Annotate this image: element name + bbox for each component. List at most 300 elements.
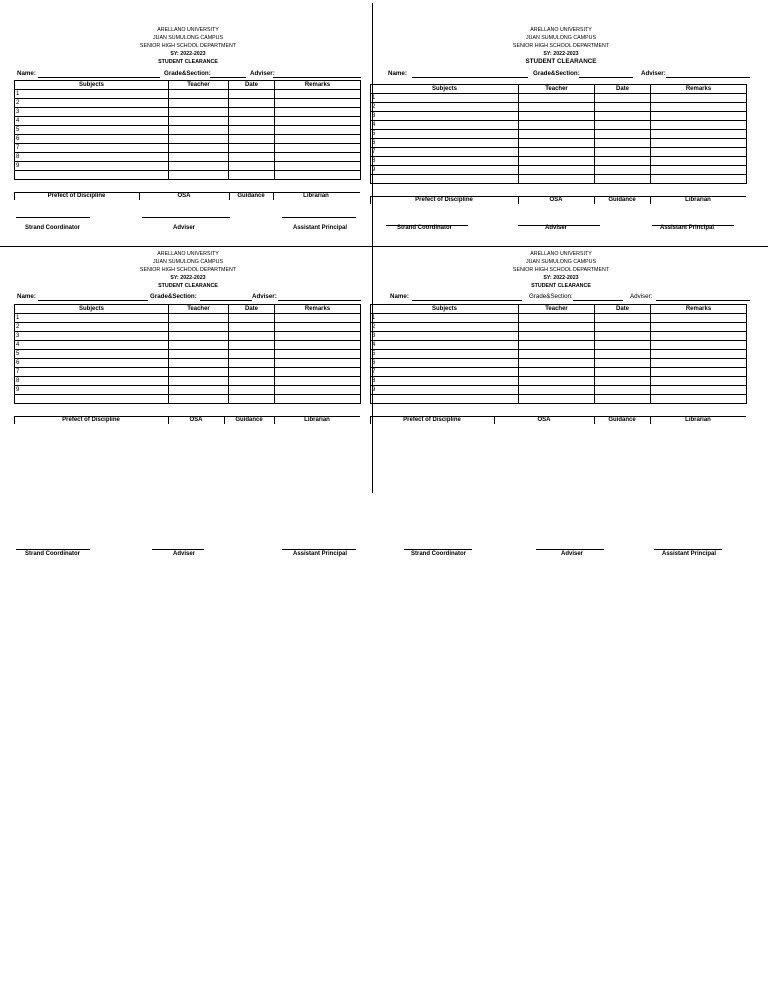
cell-teacher[interactable] [169,126,229,135]
cell-teacher[interactable] [519,341,595,350]
cell-date[interactable] [229,162,275,171]
table-row [15,135,361,144]
table-row [371,166,747,175]
university-name: ARELLANO UNIVERSITY [530,251,592,257]
form-title: STUDENT CLEARANCE [158,59,218,65]
row-number: 9 [371,166,519,175]
cell-date[interactable] [229,171,275,180]
office-osa: OSA [537,417,551,423]
cell-date[interactable] [229,153,275,162]
signature-line [654,549,722,550]
subjects-table [370,304,747,404]
cell-teacher[interactable] [169,386,229,395]
row-number: 7 [15,368,169,377]
table-row [15,126,361,135]
cell-remarks[interactable] [651,377,747,386]
cell-remarks[interactable] [275,99,361,108]
cell-teacher[interactable] [169,323,229,332]
cell-teacher[interactable] [169,350,229,359]
cell-remarks[interactable] [651,130,747,139]
signatory-adviser: Adviser [173,551,196,557]
cell-teacher[interactable] [169,359,229,368]
cell-date[interactable] [595,130,651,139]
office-prefect: Prefect of Discipline [47,193,106,199]
row-number: 4 [15,117,169,126]
row-number: 6 [371,359,519,368]
signatory-assistant-principal: Assistant Principal [660,225,715,231]
office-guidance: Guidance [237,193,265,199]
adviser-field[interactable] [666,77,750,78]
cell-teacher[interactable] [169,171,229,180]
adviser-label: Adviser: [641,70,666,77]
cell-remarks[interactable] [651,112,747,121]
col-date: Date [229,81,275,90]
row-number: 3 [15,332,169,341]
row-number: 6 [371,139,519,148]
cell-teacher[interactable] [169,135,229,144]
row-number: 9 [371,386,519,395]
row-number: 2 [371,103,519,112]
cell-teacher[interactable] [519,350,595,359]
adviser-label: Adviser: [250,70,275,77]
table-row [371,175,747,184]
row-number: 7 [371,148,519,157]
cell-teacher[interactable] [519,332,595,341]
signature-line [16,217,90,218]
table-row [15,117,361,126]
cell-teacher[interactable] [169,153,229,162]
table-row [371,157,747,166]
horizontal-divider [0,246,768,247]
school-year: SY: 2022-2023 [543,51,579,57]
signatory-strand-coordinator: Strand Coordinator [25,551,80,557]
cell-remarks[interactable] [275,90,361,99]
cell-remarks[interactable] [651,359,747,368]
table-row [15,386,361,395]
cell-teacher[interactable] [519,359,595,368]
grade-section-field[interactable] [573,300,623,301]
cell-date[interactable] [229,90,275,99]
grade-section-label: Grade&Section: [164,70,211,77]
campus-name: JUAN SUMULONG CAMPUS [152,35,224,41]
cell-date[interactable] [229,332,275,341]
name-field[interactable] [412,77,528,78]
col-teacher: Teacher [169,305,229,314]
cell-date[interactable] [229,368,275,377]
row-number: 5 [371,130,519,139]
row-number: 1 [15,314,169,323]
table-row [15,162,361,171]
cell-date[interactable] [595,314,651,323]
cell-teacher[interactable] [519,112,595,121]
name-field[interactable] [38,77,160,78]
office-osa: OSA [189,417,203,423]
cell-teacher[interactable] [519,314,595,323]
cell-remarks[interactable] [651,139,747,148]
office-librarian: Librarian [685,417,711,423]
cell-teacher[interactable] [519,94,595,103]
table-row [15,171,361,180]
row-number: 9 [15,386,169,395]
office-librarian: Librarian [304,417,330,423]
cell-date[interactable] [595,121,651,130]
cell-teacher[interactable] [519,395,595,404]
cell-teacher[interactable] [169,162,229,171]
cell-date[interactable] [595,332,651,341]
cell-date[interactable] [595,94,651,103]
cell-remarks[interactable] [651,121,747,130]
office-librarian: Librarian [303,193,329,199]
office-osa: OSA [549,197,563,203]
cell-date[interactable] [595,139,651,148]
signature-line [282,217,356,218]
cell-remarks[interactable] [275,323,361,332]
table-row [371,368,747,377]
table-row [371,350,747,359]
cell-remarks[interactable] [275,368,361,377]
cell-remarks[interactable] [651,175,747,184]
university-name: ARELLANO UNIVERSITY [157,27,219,33]
cell-teacher[interactable] [169,117,229,126]
cell-teacher[interactable] [169,99,229,108]
row-number: 6 [15,359,169,368]
cell-teacher[interactable] [519,103,595,112]
grade-section-field[interactable] [579,77,633,78]
cell-remarks[interactable] [651,314,747,323]
cell-remarks[interactable] [651,332,747,341]
cell-remarks[interactable] [275,386,361,395]
signatory-assistant-principal: Assistant Principal [293,551,348,557]
row-number: 7 [371,368,519,377]
table-header-row [371,85,747,94]
name-label: Name: [17,293,36,300]
col-date: Date [595,85,651,94]
table-row [371,94,747,103]
cell-remarks[interactable] [275,377,361,386]
cell-remarks[interactable] [275,153,361,162]
clearance-form-top-right [370,26,752,246]
row-number: 3 [371,112,519,121]
row-number: 1 [15,90,169,99]
cell-teacher[interactable] [169,332,229,341]
form-header [370,26,752,66]
office-prefect: Prefect of Discipline [62,417,120,423]
row-number: 4 [371,341,519,350]
student-info-row [14,70,362,79]
signatory-strand-coordinator: Strand Coordinator [411,551,466,557]
row-blank [371,395,519,404]
row-number: 3 [15,108,169,117]
table-header-row [15,305,361,314]
signature-line [142,217,230,218]
cell-teacher[interactable] [519,175,595,184]
office-guidance: Guidance [608,417,636,423]
cell-remarks[interactable] [651,386,747,395]
signatory-adviser: Adviser [173,225,196,231]
grade-section-label: Grade&Section: [150,293,197,300]
cell-date[interactable] [229,377,275,386]
row-number: 4 [15,341,169,350]
cell-remarks[interactable] [275,135,361,144]
row-number: 5 [371,350,519,359]
table-row [15,332,361,341]
cell-remarks[interactable] [651,368,747,377]
cell-teacher[interactable] [519,323,595,332]
cell-remarks[interactable] [651,350,747,359]
table-row [371,139,747,148]
clearance-form-bottom-left [14,250,362,570]
name-field[interactable] [412,300,522,301]
name-field[interactable] [38,300,148,301]
cell-date[interactable] [595,359,651,368]
cell-remarks[interactable] [275,341,361,350]
subjects-table [14,80,361,180]
office-prefect: Prefect of Discipline [415,197,473,203]
name-label: Name: [17,70,36,77]
row-number: 1 [371,314,519,323]
grade-section-label: Grade&Section: [529,293,573,300]
cell-date[interactable] [229,144,275,153]
cell-remarks[interactable] [275,126,361,135]
table-row [15,153,361,162]
cell-teacher[interactable] [519,148,595,157]
cell-remarks[interactable] [275,108,361,117]
cell-remarks[interactable] [275,359,361,368]
cell-remarks[interactable] [275,144,361,153]
col-remarks: Remarks [275,305,361,314]
form-title: STUDENT CLEARANCE [158,283,218,289]
adviser-field[interactable] [273,77,361,78]
department-name: SENIOR HIGH SCHOOL DEPARTMENT [139,267,237,273]
cell-remarks[interactable] [651,157,747,166]
table-row [371,103,747,112]
cell-date[interactable] [595,323,651,332]
office-guidance: Guidance [235,417,263,423]
signature-line [536,549,604,550]
table-row [15,144,361,153]
name-label: Name: [388,70,407,77]
office-osa: OSA [177,193,191,199]
school-year: SY: 2022-2023 [543,275,579,281]
cell-date[interactable] [595,395,651,404]
signatory-adviser: Adviser [561,551,584,557]
cell-teacher[interactable] [169,368,229,377]
name-label: Name: [390,293,409,300]
cell-date[interactable] [229,350,275,359]
clearance-form-bottom-right [370,250,752,570]
cell-date[interactable] [229,359,275,368]
signatory-assistant-principal: Assistant Principal [293,225,348,231]
student-info-row [370,70,752,79]
row-number: 4 [371,121,519,130]
row-blank [371,175,519,184]
form-title: STUDENT CLEARANCE [531,283,591,289]
table-row [15,341,361,350]
cell-date[interactable] [595,148,651,157]
cell-remarks[interactable] [275,332,361,341]
col-teacher: Teacher [519,305,595,314]
adviser-label: Adviser: [252,293,277,300]
cell-teacher[interactable] [519,166,595,175]
signatory-strand-coordinator: Strand Coordinator [397,225,452,231]
cell-date[interactable] [595,157,651,166]
signatory-adviser: Adviser [545,225,568,231]
cell-remarks[interactable] [651,323,747,332]
cell-remarks[interactable] [275,117,361,126]
row-number: 8 [371,157,519,166]
cell-teacher[interactable] [519,139,595,148]
campus-name: JUAN SUMULONG CAMPUS [152,259,224,265]
cell-remarks[interactable] [275,350,361,359]
cell-date[interactable] [595,175,651,184]
cell-teacher[interactable] [519,157,595,166]
school-year: SY: 2022-2023 [170,275,206,281]
cell-date[interactable] [595,112,651,121]
table-header-row [15,81,361,90]
university-name: ARELLANO UNIVERSITY [530,27,592,33]
cell-remarks[interactable] [651,341,747,350]
row-number: 8 [371,377,519,386]
cell-remarks[interactable] [651,395,747,404]
cell-teacher[interactable] [519,368,595,377]
row-number: 3 [371,332,519,341]
cell-date[interactable] [229,341,275,350]
col-remarks: Remarks [651,305,747,314]
campus-name: JUAN SUMULONG CAMPUS [525,259,597,265]
cell-remarks[interactable] [651,166,747,175]
table-row [15,395,361,404]
cell-teacher[interactable] [519,386,595,395]
table-row [15,90,361,99]
table-row [371,323,747,332]
clearance-form-top-left [14,26,362,246]
col-teacher: Teacher [519,85,595,94]
table-row [15,314,361,323]
cell-date[interactable] [229,314,275,323]
cell-teacher[interactable] [169,314,229,323]
department-name: SENIOR HIGH SCHOOL DEPARTMENT [512,267,610,273]
row-blank [15,171,169,180]
form-header [14,26,362,66]
table-row [15,350,361,359]
cell-teacher[interactable] [169,90,229,99]
office-guidance: Guidance [608,197,636,203]
form-header [370,250,752,290]
cell-remarks[interactable] [275,395,361,404]
cell-teacher[interactable] [169,108,229,117]
col-subjects: Subjects [15,305,169,314]
row-number: 2 [371,323,519,332]
row-number: 9 [15,162,169,171]
campus-name: JUAN SUMULONG CAMPUS [525,35,597,41]
adviser-field[interactable] [278,300,361,301]
signatory-strand-coordinator: Strand Coordinator [25,225,80,231]
table-row [371,377,747,386]
cell-date[interactable] [229,108,275,117]
cell-date[interactable] [229,323,275,332]
department-name: SENIOR HIGH SCHOOL DEPARTMENT [512,43,610,49]
col-date: Date [229,305,275,314]
cell-date[interactable] [229,386,275,395]
office-librarian: Librarian [685,197,711,203]
cell-teacher[interactable] [169,341,229,350]
cell-remarks[interactable] [275,162,361,171]
cell-date[interactable] [595,350,651,359]
grade-section-field[interactable] [210,77,246,78]
table-row [15,368,361,377]
table-row [371,130,747,139]
office-prefect: Prefect of Discipline [403,417,461,423]
cell-remarks[interactable] [651,103,747,112]
cell-remarks[interactable] [651,148,747,157]
signature-line [152,549,204,550]
school-year: SY: 2022-2023 [170,51,206,57]
cell-date[interactable] [229,117,275,126]
cell-date[interactable] [229,135,275,144]
cell-teacher[interactable] [519,377,595,386]
row-number: 2 [15,323,169,332]
cell-remarks[interactable] [651,94,747,103]
cell-teacher[interactable] [169,395,229,404]
subjects-table [14,304,361,404]
office-signature-bar [370,416,746,425]
signature-line [16,549,90,550]
table-row [371,332,747,341]
cell-remarks[interactable] [275,171,361,180]
cell-remarks[interactable] [275,314,361,323]
row-number: 6 [15,135,169,144]
adviser-field[interactable] [656,300,750,301]
col-subjects: Subjects [15,81,169,90]
office-signature-bar [14,192,360,201]
grade-section-field[interactable] [200,300,252,301]
col-remarks: Remarks [275,81,361,90]
cell-date[interactable] [595,103,651,112]
cell-teacher[interactable] [169,377,229,386]
cell-teacher[interactable] [519,130,595,139]
table-row [371,359,747,368]
table-row [15,323,361,332]
cell-teacher[interactable] [519,121,595,130]
cell-teacher[interactable] [169,144,229,153]
cell-date[interactable] [229,126,275,135]
signatory-assistant-principal: Assistant Principal [662,551,717,557]
cell-date[interactable] [595,341,651,350]
table-row [371,112,747,121]
university-name: ARELLANO UNIVERSITY [157,251,219,257]
table-row [15,99,361,108]
cell-date[interactable] [229,395,275,404]
cell-date[interactable] [595,377,651,386]
cell-date[interactable] [595,166,651,175]
student-info-row [370,293,752,302]
col-subjects: Subjects [371,85,519,94]
table-row [15,377,361,386]
grade-section-label: Grade&Section: [533,70,580,77]
cell-date[interactable] [229,99,275,108]
department-name: SENIOR HIGH SCHOOL DEPARTMENT [139,43,237,49]
cell-date[interactable] [595,368,651,377]
form-header [14,250,362,290]
table-row [371,395,747,404]
cell-date[interactable] [595,386,651,395]
office-signature-bar [370,196,746,205]
table-row [371,314,747,323]
form-title: STUDENT CLEARANCE [525,58,597,65]
col-date: Date [595,305,651,314]
col-subjects: Subjects [371,305,519,314]
row-number: 1 [371,94,519,103]
